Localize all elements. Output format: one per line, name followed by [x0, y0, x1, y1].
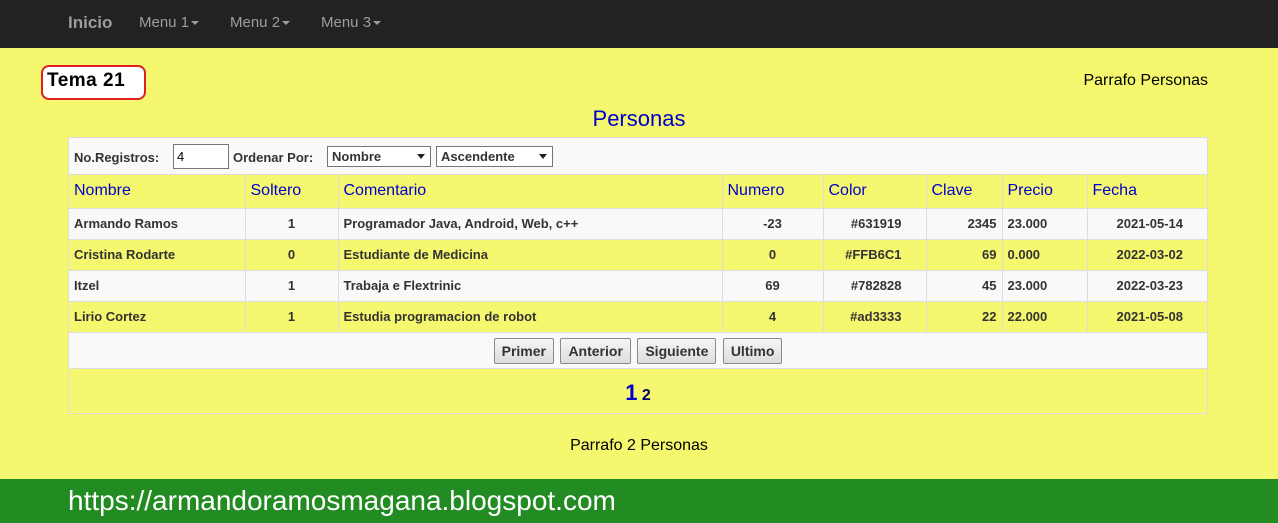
cell-fecha: 2021-05-14 — [1087, 208, 1207, 239]
ordenar-select-value: Nombre — [332, 149, 382, 164]
cell-nombre: Lirio Cortez — [69, 301, 245, 332]
caret-down-icon — [282, 21, 290, 25]
nav-menu-2[interactable] — [230, 14, 290, 31]
table-header-row — [69, 175, 1207, 208]
cell-clave: 22 — [926, 301, 1002, 332]
table-row — [69, 208, 1207, 239]
table-row — [69, 239, 1207, 270]
ordenar-select[interactable] — [327, 146, 431, 167]
cell-color: #782828 — [823, 270, 926, 301]
cell-fecha: 2022-03-23 — [1087, 270, 1207, 301]
ultimo-button[interactable]: Ultimo — [723, 338, 783, 364]
cell-fecha: 2021-05-08 — [1087, 301, 1207, 332]
anterior-button[interactable]: Anterior — [560, 338, 630, 364]
siguiente-button[interactable]: Siguiente — [637, 338, 716, 364]
dropdown-arrow-icon — [539, 154, 547, 159]
col-header-clave[interactable]: Clave — [926, 175, 1002, 208]
cell-soltero: 1 — [245, 208, 338, 239]
page-links — [69, 380, 1207, 406]
cell-numero: 4 — [722, 301, 823, 332]
registros-input[interactable] — [173, 144, 229, 169]
cell-precio: 0.000 — [1002, 239, 1087, 270]
cell-soltero: 0 — [245, 239, 338, 270]
page-link-current[interactable]: 1 — [625, 380, 638, 405]
cell-nombre: Itzel — [69, 270, 245, 301]
cell-clave: 2345 — [926, 208, 1002, 239]
orden-select[interactable] — [436, 146, 553, 167]
cell-nombre: Cristina Rodarte — [69, 239, 245, 270]
ordenar-label: Ordenar Por: — [233, 150, 314, 165]
col-header-comentario[interactable]: Comentario — [338, 175, 722, 208]
cell-color: #FFB6C1 — [823, 239, 926, 270]
cell-fecha: 2022-03-02 — [1087, 239, 1207, 270]
nav-menu-1[interactable] — [139, 14, 199, 31]
cell-precio: 23.000 — [1002, 208, 1087, 239]
footer-banner — [0, 479, 1278, 523]
cell-numero: 69 — [722, 270, 823, 301]
cell-comentario: Estudiante de Medicina — [338, 239, 722, 270]
footer-url: https://armandoramosmagana.blogspot.com — [68, 485, 616, 516]
cell-color: #631919 — [823, 208, 926, 239]
nav-menu-2-label: Menu 2 — [230, 14, 281, 31]
nav-menu-1-label: Menu 1 — [139, 14, 190, 31]
cell-clave: 69 — [926, 239, 1002, 270]
pagination-buttons — [69, 333, 1207, 369]
registros-label: No.Registros: — [74, 150, 160, 165]
col-header-fecha[interactable]: Fecha — [1087, 175, 1207, 208]
parrafo-personas: Parrafo Personas — [1083, 72, 1208, 89]
page-link[interactable]: 2 — [641, 387, 651, 404]
table-row — [69, 301, 1207, 332]
nav-menu-3-label: Menu 3 — [321, 14, 372, 31]
navbar — [0, 0, 1278, 48]
col-header-precio[interactable]: Precio — [1002, 175, 1087, 208]
caret-down-icon — [191, 21, 199, 25]
cell-nombre: Armando Ramos — [69, 208, 245, 239]
cell-color: #ad3333 — [823, 301, 926, 332]
col-header-soltero[interactable]: Soltero — [245, 175, 338, 208]
col-header-numero[interactable]: Numero — [722, 175, 823, 208]
orden-select-value: Ascendente — [441, 149, 515, 164]
cell-soltero: 1 — [245, 301, 338, 332]
cell-precio: 22.000 — [1002, 301, 1087, 332]
tema-label: Tema 21 — [41, 65, 146, 100]
nav-menu-3[interactable] — [321, 14, 381, 31]
col-header-color[interactable]: Color — [823, 175, 926, 208]
primer-button[interactable]: Primer — [494, 338, 554, 364]
nav-brand-inicio[interactable]: Inicio — [68, 13, 113, 32]
cell-comentario: Programador Java, Android, Web, c++ — [338, 208, 722, 239]
cell-soltero: 1 — [245, 270, 338, 301]
cell-clave: 45 — [926, 270, 1002, 301]
cell-precio: 23.000 — [1002, 270, 1087, 301]
table-row — [69, 270, 1207, 301]
cell-comentario: Trabaja e Flextrinic — [338, 270, 722, 301]
col-header-nombre[interactable]: Nombre — [69, 175, 245, 208]
caret-down-icon — [373, 21, 381, 25]
table-toolbar — [69, 138, 1207, 175]
parrafo-2-personas: Parrafo 2 Personas — [570, 437, 708, 454]
dropdown-arrow-icon — [417, 154, 425, 159]
personas-table — [69, 175, 1207, 333]
cell-numero: 0 — [722, 239, 823, 270]
personas-panel — [68, 137, 1208, 414]
cell-numero: -23 — [722, 208, 823, 239]
page-title: Personas — [592, 106, 686, 131]
cell-comentario: Estudia programacion de robot — [338, 301, 722, 332]
